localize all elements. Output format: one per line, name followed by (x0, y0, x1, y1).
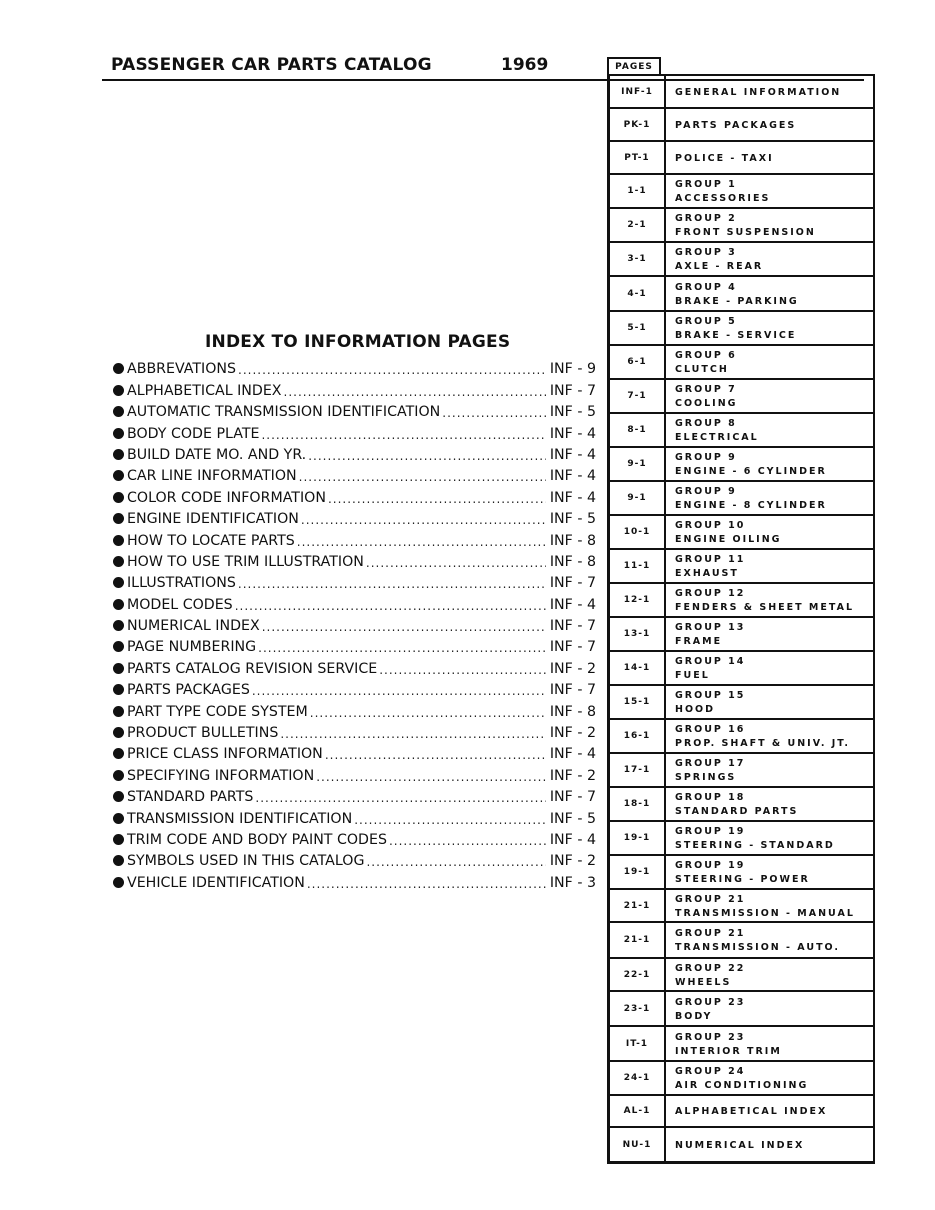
index-entry-page: INF - 7 (549, 639, 596, 656)
section-description (666, 992, 873, 1025)
index-entry[interactable] (113, 677, 596, 698)
section-page-code: 8-1 (610, 414, 666, 446)
leader-dots (262, 620, 546, 634)
section-line2: FRONT SUSPENSION (675, 227, 816, 238)
leader-dots (258, 641, 546, 655)
index-entry[interactable] (113, 827, 596, 848)
bullet-icon (113, 406, 124, 417)
index-entry-label: VEHICLE IDENTIFICATION (127, 874, 305, 891)
section-page-code: PT-1 (610, 142, 666, 173)
section-description (666, 754, 873, 786)
leader-dots (238, 577, 546, 591)
section-tab-row[interactable] (610, 173, 875, 207)
index-entry[interactable] (113, 655, 596, 676)
section-page-code: 9-1 (610, 448, 666, 480)
section-description (666, 109, 873, 140)
section-description (666, 482, 873, 514)
section-page-code: 4-1 (610, 277, 666, 310)
section-page-code: IT-1 (610, 1027, 666, 1060)
section-description (666, 312, 873, 344)
index-entry-label: ENGINE IDENTIFICATION (127, 511, 299, 528)
section-tab-row[interactable] (610, 548, 875, 582)
section-line1: GROUP 3 (675, 247, 737, 258)
section-tab-row[interactable] (610, 1025, 875, 1060)
index-entry[interactable] (113, 784, 596, 805)
section-tab-row[interactable] (610, 412, 875, 446)
index-entry-label: HOW TO LOCATE PARTS (127, 532, 295, 549)
section-page-code: 23-1 (610, 992, 666, 1025)
leader-dots (308, 449, 546, 463)
section-description (666, 380, 873, 412)
bullet-icon (113, 855, 124, 866)
section-line1: GROUP 15 (675, 690, 746, 701)
section-line1: NUMERICAL INDEX (675, 1139, 805, 1151)
section-line1: GROUP 23 (675, 1031, 746, 1043)
index-entry-page: INF - 5 (549, 511, 596, 528)
bullet-icon (113, 684, 124, 695)
section-page-code: 7-1 (610, 380, 666, 412)
index-entry-label: SYMBOLS USED IN THIS CATALOG (127, 853, 365, 870)
leader-dots (328, 492, 546, 506)
section-tab-table (607, 74, 875, 1164)
index-entry-page: INF - 4 (549, 425, 596, 442)
section-tab-row[interactable] (610, 480, 875, 514)
index-entry-label: PARTS PACKAGES (127, 682, 250, 699)
section-tab-row[interactable] (610, 786, 875, 820)
section-description (666, 142, 873, 173)
section-line1: GROUP 13 (675, 622, 746, 633)
section-line2: WHEELS (675, 976, 732, 988)
section-line1: GENERAL INFORMATION (675, 86, 842, 98)
section-description (666, 822, 873, 854)
index-entry-label: CAR LINE INFORMATION (127, 468, 297, 485)
section-tab-row[interactable] (610, 140, 875, 173)
section-page-code: 16-1 (610, 720, 666, 752)
leader-dots (235, 599, 546, 613)
index-entry[interactable] (113, 356, 596, 377)
index-entry-page: INF - 4 (549, 489, 596, 506)
section-line1: GROUP 6 (675, 350, 737, 361)
index-entry[interactable] (113, 377, 596, 398)
index-entry[interactable] (113, 442, 596, 463)
catalog-title: PASSENGER CAR PARTS CATALOG (111, 55, 432, 75)
index-entry-label: TRANSMISSION IDENTIFICATION (127, 810, 353, 827)
index-entry[interactable] (113, 634, 596, 655)
section-description (666, 959, 873, 990)
leader-dots (366, 855, 546, 869)
section-tab-row[interactable] (610, 888, 875, 921)
section-line1: POLICE - TAXI (675, 152, 774, 164)
section-page-code: 11-1 (610, 550, 666, 582)
section-page-code: 22-1 (610, 959, 666, 990)
index-entry-page: INF - 7 (549, 789, 596, 806)
bullet-icon (113, 385, 124, 396)
bullet-icon (113, 791, 124, 802)
section-page-code: 21-1 (610, 923, 666, 957)
section-description (666, 720, 873, 752)
index-entry[interactable] (113, 399, 596, 420)
index-entry-label: PAGE NUMBERING (127, 639, 257, 656)
bullet-icon (113, 556, 124, 567)
pages-header: PAGES (607, 57, 661, 76)
section-tab-row[interactable] (610, 514, 875, 548)
leader-dots (310, 706, 546, 720)
section-description (666, 209, 873, 241)
section-description (666, 923, 873, 957)
index-entry-label: SPECIFYING INFORMATION (127, 767, 315, 784)
section-page-code: 1-1 (610, 175, 666, 207)
catalog-year: 1969 (501, 55, 549, 75)
section-tab-row[interactable] (610, 718, 875, 752)
section-description (666, 243, 873, 275)
section-tab-row[interactable] (610, 378, 875, 412)
section-page-code: 18-1 (610, 788, 666, 820)
bullet-icon (113, 748, 124, 759)
section-line1: GROUP 23 (675, 996, 746, 1008)
section-page-code: 19-1 (610, 822, 666, 854)
index-entry-page: INF - 2 (549, 853, 596, 870)
section-line1: GROUP 10 (675, 520, 746, 531)
section-page-code: 17-1 (610, 754, 666, 786)
index-entry-label: NUMERICAL INDEX (127, 618, 260, 635)
section-line1: GROUP 16 (675, 724, 746, 735)
section-page-code: 5-1 (610, 312, 666, 344)
section-line1: GROUP 5 (675, 316, 737, 327)
index-entry-page: INF - 5 (549, 810, 596, 827)
index-entry-page: INF - 7 (549, 575, 596, 592)
section-description (666, 584, 873, 616)
section-line1: GROUP 9 (675, 486, 737, 497)
section-line1: GROUP 12 (675, 588, 746, 599)
index-entry-page: INF - 5 (549, 404, 596, 421)
bullet-icon (113, 449, 124, 460)
section-tab-row[interactable] (610, 921, 875, 957)
section-description (666, 856, 873, 888)
section-page-code: 13-1 (610, 618, 666, 650)
section-line1: GROUP 1 (675, 179, 737, 190)
section-description (666, 175, 873, 207)
section-line1: GROUP 19 (675, 826, 746, 837)
section-tab-row[interactable] (610, 957, 875, 990)
index-entry[interactable] (113, 613, 596, 634)
bullet-icon (113, 877, 124, 888)
index-entry-label: PRODUCT BULLETINS (127, 725, 279, 742)
section-line2: FENDERS & SHEET METAL (675, 602, 855, 613)
section-line2: STEERING - POWER (675, 874, 810, 885)
leader-dots (238, 363, 546, 377)
section-page-code: 12-1 (610, 584, 666, 616)
index-entry[interactable] (113, 420, 596, 441)
section-line2: CLUTCH (675, 364, 729, 375)
section-line2: ENGINE - 6 CYLINDER (675, 466, 827, 477)
bullet-icon (113, 770, 124, 781)
section-line1: ALPHABETICAL INDEX (675, 1106, 828, 1117)
bullet-icon (113, 492, 124, 503)
section-tab-row[interactable] (610, 241, 875, 275)
leader-dots (301, 513, 546, 527)
index-entry-label: STANDARD PARTS (127, 789, 254, 806)
index-entry-label: HOW TO USE TRIM ILLUSTRATION (127, 553, 364, 570)
section-line2: BRAKE - PARKING (675, 295, 799, 307)
section-line2: COOLING (675, 398, 738, 409)
index-entry-page: INF - 2 (549, 660, 596, 677)
section-tab-row[interactable] (610, 854, 875, 888)
index-title: INDEX TO INFORMATION PAGES (205, 332, 511, 352)
bullet-icon (113, 727, 124, 738)
section-line2: FUEL (675, 670, 710, 681)
section-tab-row[interactable] (610, 207, 875, 241)
bullet-icon (113, 663, 124, 674)
section-tab-row[interactable] (610, 344, 875, 378)
index-entry-page: INF - 7 (549, 682, 596, 699)
section-description (666, 346, 873, 378)
index-entry[interactable] (113, 720, 596, 741)
section-page-code: 19-1 (610, 856, 666, 888)
index-entry-label: ILLUSTRATIONS (127, 575, 236, 592)
index-entry-label: ALPHABETICAL INDEX (127, 382, 282, 399)
section-line1: GROUP 7 (675, 384, 737, 395)
section-line2: INTERIOR TRIM (675, 1045, 782, 1057)
index-entry[interactable] (113, 869, 596, 890)
index-entry-page: INF - 2 (549, 725, 596, 742)
index-entry-page: INF - 4 (549, 596, 596, 613)
leader-dots (325, 748, 546, 762)
section-line2: SPRINGS (675, 772, 737, 783)
bullet-icon (113, 813, 124, 824)
index-entry-page: INF - 4 (549, 468, 596, 485)
section-tab-row[interactable] (610, 1126, 875, 1164)
leader-dots (299, 470, 546, 484)
section-description (666, 277, 873, 310)
section-line1: GROUP 14 (675, 656, 746, 667)
section-tab-row[interactable] (610, 74, 875, 107)
section-line1: GROUP 21 (675, 893, 746, 905)
index-entry[interactable] (113, 506, 596, 527)
section-tab-row[interactable] (610, 650, 875, 684)
section-line2: TRANSMISSION - AUTO. (675, 942, 841, 953)
index-entry-page: INF - 2 (549, 767, 596, 784)
section-line2: AIR CONDITIONING (675, 1080, 809, 1091)
section-page-code: 9-1 (610, 482, 666, 514)
section-line2: HOOD (675, 704, 715, 715)
section-description (666, 550, 873, 582)
section-line1: GROUP 4 (675, 281, 737, 293)
section-line2: PROP. SHAFT & UNIV. JT. (675, 738, 850, 749)
section-line2: FRAME (675, 636, 723, 647)
index-entry-label: COLOR CODE INFORMATION (127, 489, 326, 506)
section-description (666, 618, 873, 650)
section-line1: GROUP 11 (675, 554, 746, 565)
section-line1: GROUP 9 (675, 452, 737, 463)
section-description (666, 76, 873, 107)
section-description (666, 890, 873, 921)
index-entry-page: INF - 4 (549, 831, 596, 848)
section-line2: TRANSMISSION - MANUAL (675, 907, 855, 919)
section-description (666, 516, 873, 548)
index-entry[interactable] (113, 762, 596, 783)
index-entry-label: ABBREVATIONS (127, 361, 237, 378)
bullet-icon (113, 834, 124, 845)
section-line2: STEERING - STANDARD (675, 840, 835, 851)
section-tab-row[interactable] (610, 1060, 875, 1094)
section-line1: PARTS PACKAGES (675, 119, 797, 131)
index-entry[interactable] (113, 570, 596, 591)
index-entry[interactable] (113, 741, 596, 762)
section-line1: GROUP 17 (675, 758, 746, 769)
section-description (666, 414, 873, 446)
index-entry-page: INF - 7 (549, 382, 596, 399)
section-line1: GROUP 18 (675, 792, 746, 803)
leader-dots (307, 877, 546, 891)
index-entry[interactable] (113, 591, 596, 612)
section-page-code: 10-1 (610, 516, 666, 548)
section-description (666, 686, 873, 718)
section-page-code: NU-1 (610, 1128, 666, 1161)
section-page-code: INF-1 (610, 76, 666, 107)
section-page-code: 2-1 (610, 209, 666, 241)
index-entry-page: INF - 8 (549, 703, 596, 720)
section-line2: AXLE - REAR (675, 261, 764, 272)
section-line2: BODY (675, 1010, 713, 1022)
section-line1: GROUP 8 (675, 418, 737, 429)
index-entry[interactable] (113, 484, 596, 505)
bullet-icon (113, 577, 124, 588)
section-tab-row[interactable] (610, 820, 875, 854)
section-page-code: 3-1 (610, 243, 666, 275)
index-entry-page: INF - 8 (549, 553, 596, 570)
leader-dots (316, 770, 546, 784)
section-page-code: AL-1 (610, 1096, 666, 1126)
bullet-icon (113, 470, 124, 481)
index-entry[interactable] (113, 848, 596, 869)
index-entry[interactable] (113, 463, 596, 484)
index-entry-label: BODY CODE PLATE (127, 425, 260, 442)
leader-dots (442, 406, 546, 420)
index-entry[interactable] (113, 805, 596, 826)
bullet-icon (113, 620, 124, 631)
index-entry[interactable] (113, 527, 596, 548)
section-tab-row[interactable] (610, 616, 875, 650)
bullet-icon (113, 641, 124, 652)
section-tab-row[interactable] (610, 446, 875, 480)
section-tab-row[interactable] (610, 275, 875, 310)
section-tab-row[interactable] (610, 582, 875, 616)
section-page-code: 14-1 (610, 652, 666, 684)
index-entry[interactable] (113, 549, 596, 570)
section-line2: BRAKE - SERVICE (675, 330, 797, 341)
section-description (666, 788, 873, 820)
index-entry-label: PRICE CLASS INFORMATION (127, 746, 323, 763)
section-description (666, 652, 873, 684)
section-description (666, 448, 873, 480)
section-page-code: PK-1 (610, 109, 666, 140)
section-line2: ENGINE - 8 CYLINDER (675, 500, 827, 511)
section-line1: GROUP 24 (675, 1066, 746, 1077)
leader-dots (280, 727, 546, 741)
section-tab-row[interactable] (610, 752, 875, 786)
section-description (666, 1027, 873, 1060)
section-description (666, 1062, 873, 1094)
section-page-code: 15-1 (610, 686, 666, 718)
leader-dots (261, 428, 546, 442)
index-entry-label: TRIM CODE AND BODY PAINT CODES (127, 831, 387, 848)
section-tab-row[interactable] (610, 310, 875, 344)
index-entry-label: MODEL CODES (127, 596, 233, 613)
bullet-icon (113, 428, 124, 439)
leader-dots (366, 556, 546, 570)
section-line2: STANDARD PARTS (675, 806, 799, 817)
index-entry-page: INF - 8 (549, 532, 596, 549)
index-list (113, 356, 596, 891)
leader-dots (252, 684, 546, 698)
section-line1: GROUP 21 (675, 928, 746, 939)
section-line2: ACCESSORIES (675, 193, 771, 204)
index-entry-page: INF - 4 (549, 746, 596, 763)
section-page-code: 24-1 (610, 1062, 666, 1094)
leader-dots (255, 791, 546, 805)
section-tab-row[interactable] (610, 1094, 875, 1126)
index-entry-label: PART TYPE CODE SYSTEM (127, 703, 308, 720)
bullet-icon (113, 599, 124, 610)
section-description (666, 1096, 873, 1126)
index-entry-page: INF - 9 (549, 361, 596, 378)
leader-dots (284, 385, 546, 399)
leader-dots (389, 834, 546, 848)
bullet-icon (113, 706, 124, 717)
section-description (666, 1128, 873, 1161)
section-line2: ELECTRICAL (675, 432, 759, 443)
section-line1: GROUP 19 (675, 860, 746, 871)
index-entry-label: BUILD DATE MO. AND YR. (127, 446, 307, 463)
index-entry-page: INF - 3 (549, 874, 596, 891)
section-tab-row[interactable] (610, 684, 875, 718)
bullet-icon (113, 513, 124, 524)
leader-dots (354, 813, 546, 827)
leader-dots (297, 535, 546, 549)
section-tab-row[interactable] (610, 107, 875, 140)
bullet-icon (113, 535, 124, 546)
section-page-code: 21-1 (610, 890, 666, 921)
section-line2: ENGINE OILING (675, 534, 782, 545)
section-tab-row[interactable] (610, 990, 875, 1025)
leader-dots (379, 663, 546, 677)
section-page-code: 6-1 (610, 346, 666, 378)
index-entry-page: INF - 7 (549, 618, 596, 635)
index-entry-page: INF - 4 (549, 446, 596, 463)
section-line2: EXHAUST (675, 568, 739, 579)
index-entry[interactable] (113, 698, 596, 719)
index-entry-label: PARTS CATALOG REVISION SERVICE (127, 660, 378, 677)
section-line1: GROUP 22 (675, 962, 746, 974)
section-line1: GROUP 2 (675, 213, 737, 224)
bullet-icon (113, 363, 124, 374)
index-entry-label: AUTOMATIC TRANSMISSION IDENTIFICATION (127, 404, 441, 421)
